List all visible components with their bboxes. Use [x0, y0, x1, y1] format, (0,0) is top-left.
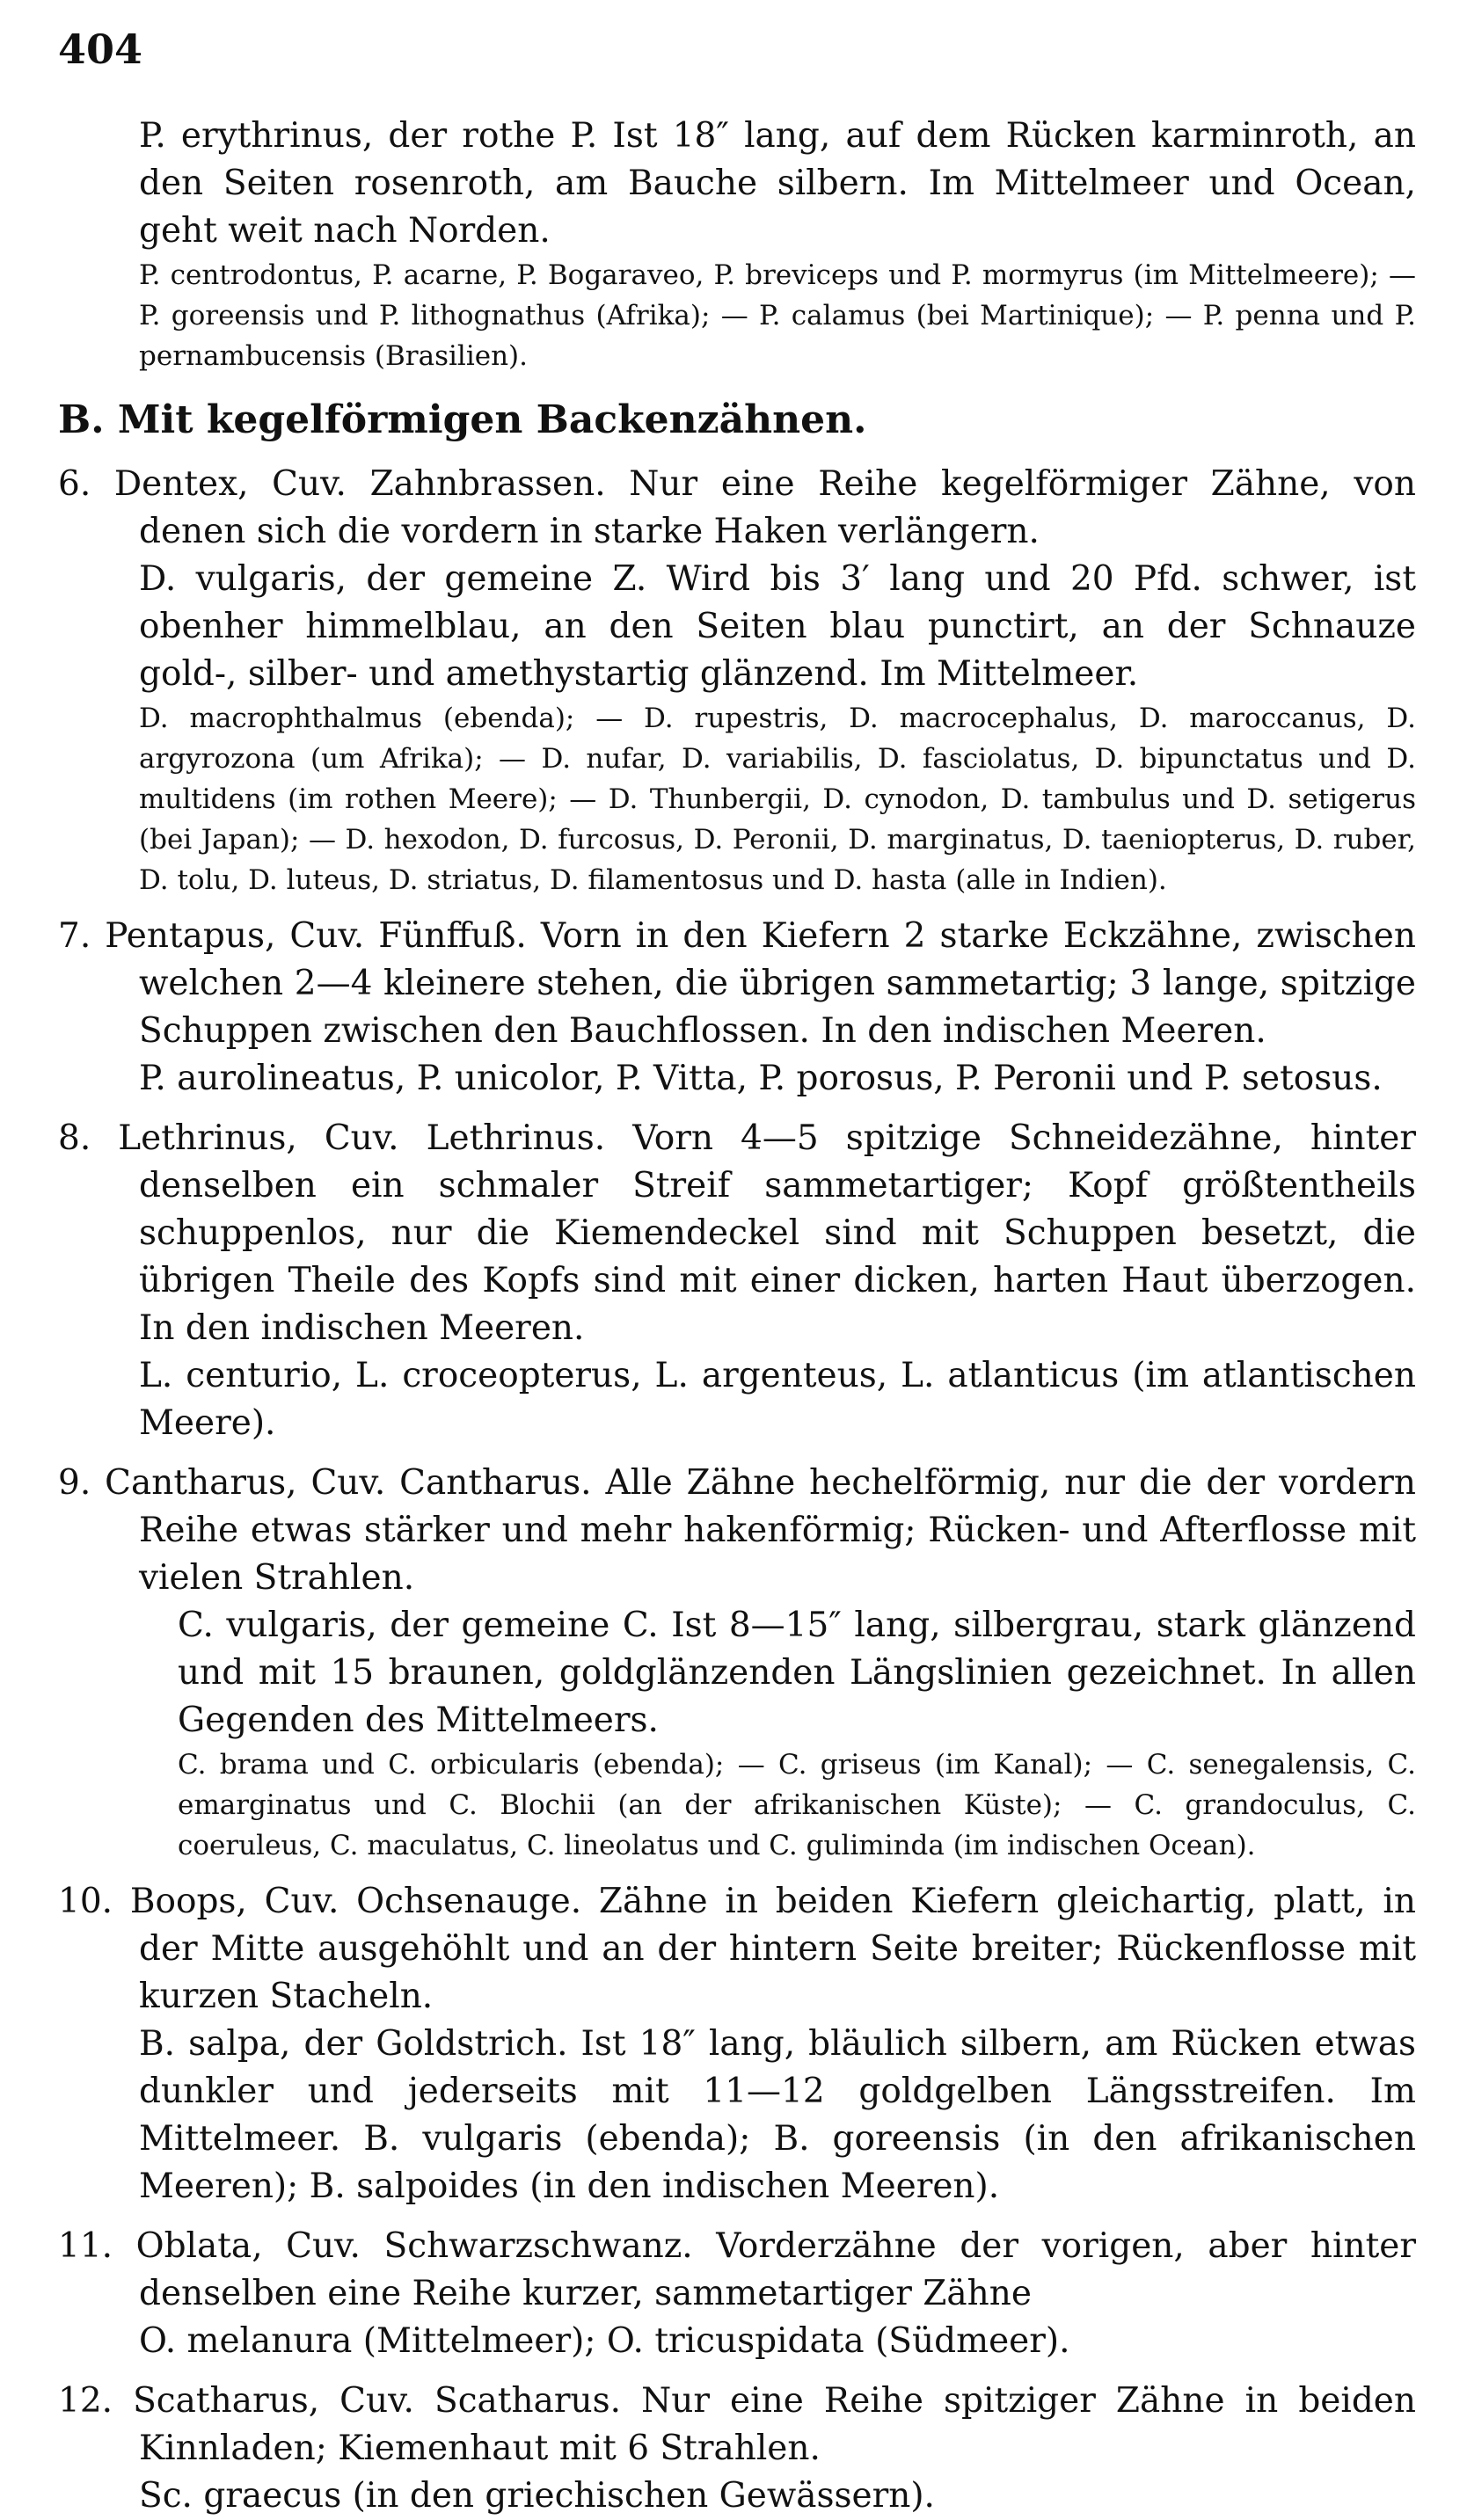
genus-oblata: 11. Oblata, Cuv. Schwarzschwanz. Vorderzähne der vorigen, aber hinter denselben eine Reihe kurzer, sammetartiger Zähne — [58, 2226, 1416, 2313]
section-heading-b: B. Mit kegelförmigen Backenzähnen. — [58, 397, 867, 442]
species-b-salpa: B. salpa, der Goldstrich. Ist 18″ lang, bläulich silbern, am Rücken etwas dunkler und jederseits mit 11—12 goldgelben Längsstreifen. Im Mittelmeer. B. vulgaris (ebenda); B. goreensis (in den afrikanischen Meeren); B. salpoides (in den indischen Meeren). — [139, 2024, 1416, 2206]
genus-boops: 10. Boops, Cuv. Ochsenauge. Zähne in beiden Kiefern gleichartig, platt, in der Mitte ausgehöhlt und an der hintern Seite breiter; Rückenflosse mit kurzen Stacheln. — [58, 1882, 1416, 2016]
species-sc-graecus: Sc. graecus (in den griechischen Gewässern). — [139, 2476, 935, 2516]
species-c-vulgaris: C. vulgaris, der gemeine C. Ist 8—15″ lang, silbergrau, stark glänzend und mit 15 braunen, goldglänzenden Längslinien gezeichnet. In allen Gegenden des Mittelmeers. — [178, 1606, 1416, 1740]
species-list-dentex: D. macrophthalmus (ebenda); — D. rupestris, D. macrocephalus, D. maroccanus, D. argyrozona (um Afrika); — D. nufar, D. variabilis, D. fasciolatus, D. bipunctatus und D. multidens (im rothen Meere); — D. Thunbergii, D. cynodon, D. tambulus und D. setigerus (bei Japan); — D. hexodon, D. furcosus, D. Peronii, D. marginatus, D. taeniopterus, D. ruber, D. tolu, D. luteus, D. striatus, D. filamentosus und D. hasta (alle in Indien). — [139, 703, 1416, 896]
species-list-oblata: O. melanura (Mittelmeer); O. tricuspidata (Südmeer). — [139, 2321, 1070, 2361]
species-list-lethrinus: L. centurio, L. croceopterus, L. argenteus, L. atlanticus (im atlantischen Meere). — [139, 1356, 1416, 1443]
genus-pentapus: 7. Pentapus, Cuv. Fünffuß. Vorn in den Kiefern 2 starke Eckzähne, zwischen welchen 2—4 kleinere stehen, die übrigen sammetartig; 3 lange, spitzige Schuppen zwischen den Bauchflossen. In den indischen Meeren. — [58, 916, 1416, 1051]
genus-cantharus: 9. Cantharus, Cuv. Cantharus. Alle Zähne hechelförmig, nur die der vordern Reihe etwas stärker und mehr hakenförmig; Rücken- und Afterflosse mit vielen Strahlen. — [58, 1463, 1416, 1598]
species-list-pagrus: P. centrodontus, P. acarne, P. Bogaraveo, P. breviceps und P. mormyrus (im Mittelmeere); — P. goreensis und P. lithognathus (Afrika); — P. calamus (bei Martinique); — P. penna und P. pernambucensis (Brasilien). — [139, 259, 1416, 372]
species-list-pentapus: P. aurolineatus, P. unicolor, P. Vitta, P. porosus, P. Peronii und P. setosus. — [139, 1059, 1383, 1098]
genus-dentex: 6. Dentex, Cuv. Zahnbrassen. Nur eine Reihe kegelförmiger Zähne, von denen sich die vordern in starke Haken verlängern. — [58, 464, 1416, 551]
genus-lethrinus: 8. Lethrinus, Cuv. Lethrinus. Vorn 4—5 spitzige Schneidezähne, hinter denselben ein schmaler Streif sammetartiger; Kopf größtentheils schuppenlos, nur die Kiemendeckel sind mit Schuppen besetzt, die übrigen Theile des Kopfs sind mit einer dicken, harten Haut überzogen. In den indischen Meeren. — [58, 1118, 1416, 1348]
species-p-erythrinus: P. erythrinus, der rothe P. Ist 18″ lang, auf dem Rücken karminroth, an den Seiten rosenroth, am Bauche silbern. Im Mittelmeer und Ocean, geht weit nach Norden. — [139, 116, 1416, 251]
page-number: 404 — [58, 25, 143, 73]
species-d-vulgaris: D. vulgaris, der gemeine Z. Wird bis 3′ lang und 20 Pfd. schwer, ist obenher himmelblau, an den Seiten blau punctirt, an der Schnauze gold-, silber- und amethystartig glänzend. Im Mittelmeer. — [139, 559, 1416, 694]
species-list-cantharus: C. brama und C. orbicularis (ebenda); — C. griseus (im Kanal); — C. senegalensis, C. emarginatus und C. Blochii (an der afrikanischen Küste); — C. grandoculus, C. coeruleus, C. maculatus, C. lineolatus und C. guliminda (im indischen Ocean). — [178, 1749, 1416, 1861]
genus-scatharus: 12. Scatharus, Cuv. Scatharus. Nur eine Reihe spitziger Zähne in beiden Kinnladen; Kiemenhaut mit 6 Strahlen. — [58, 2381, 1416, 2468]
